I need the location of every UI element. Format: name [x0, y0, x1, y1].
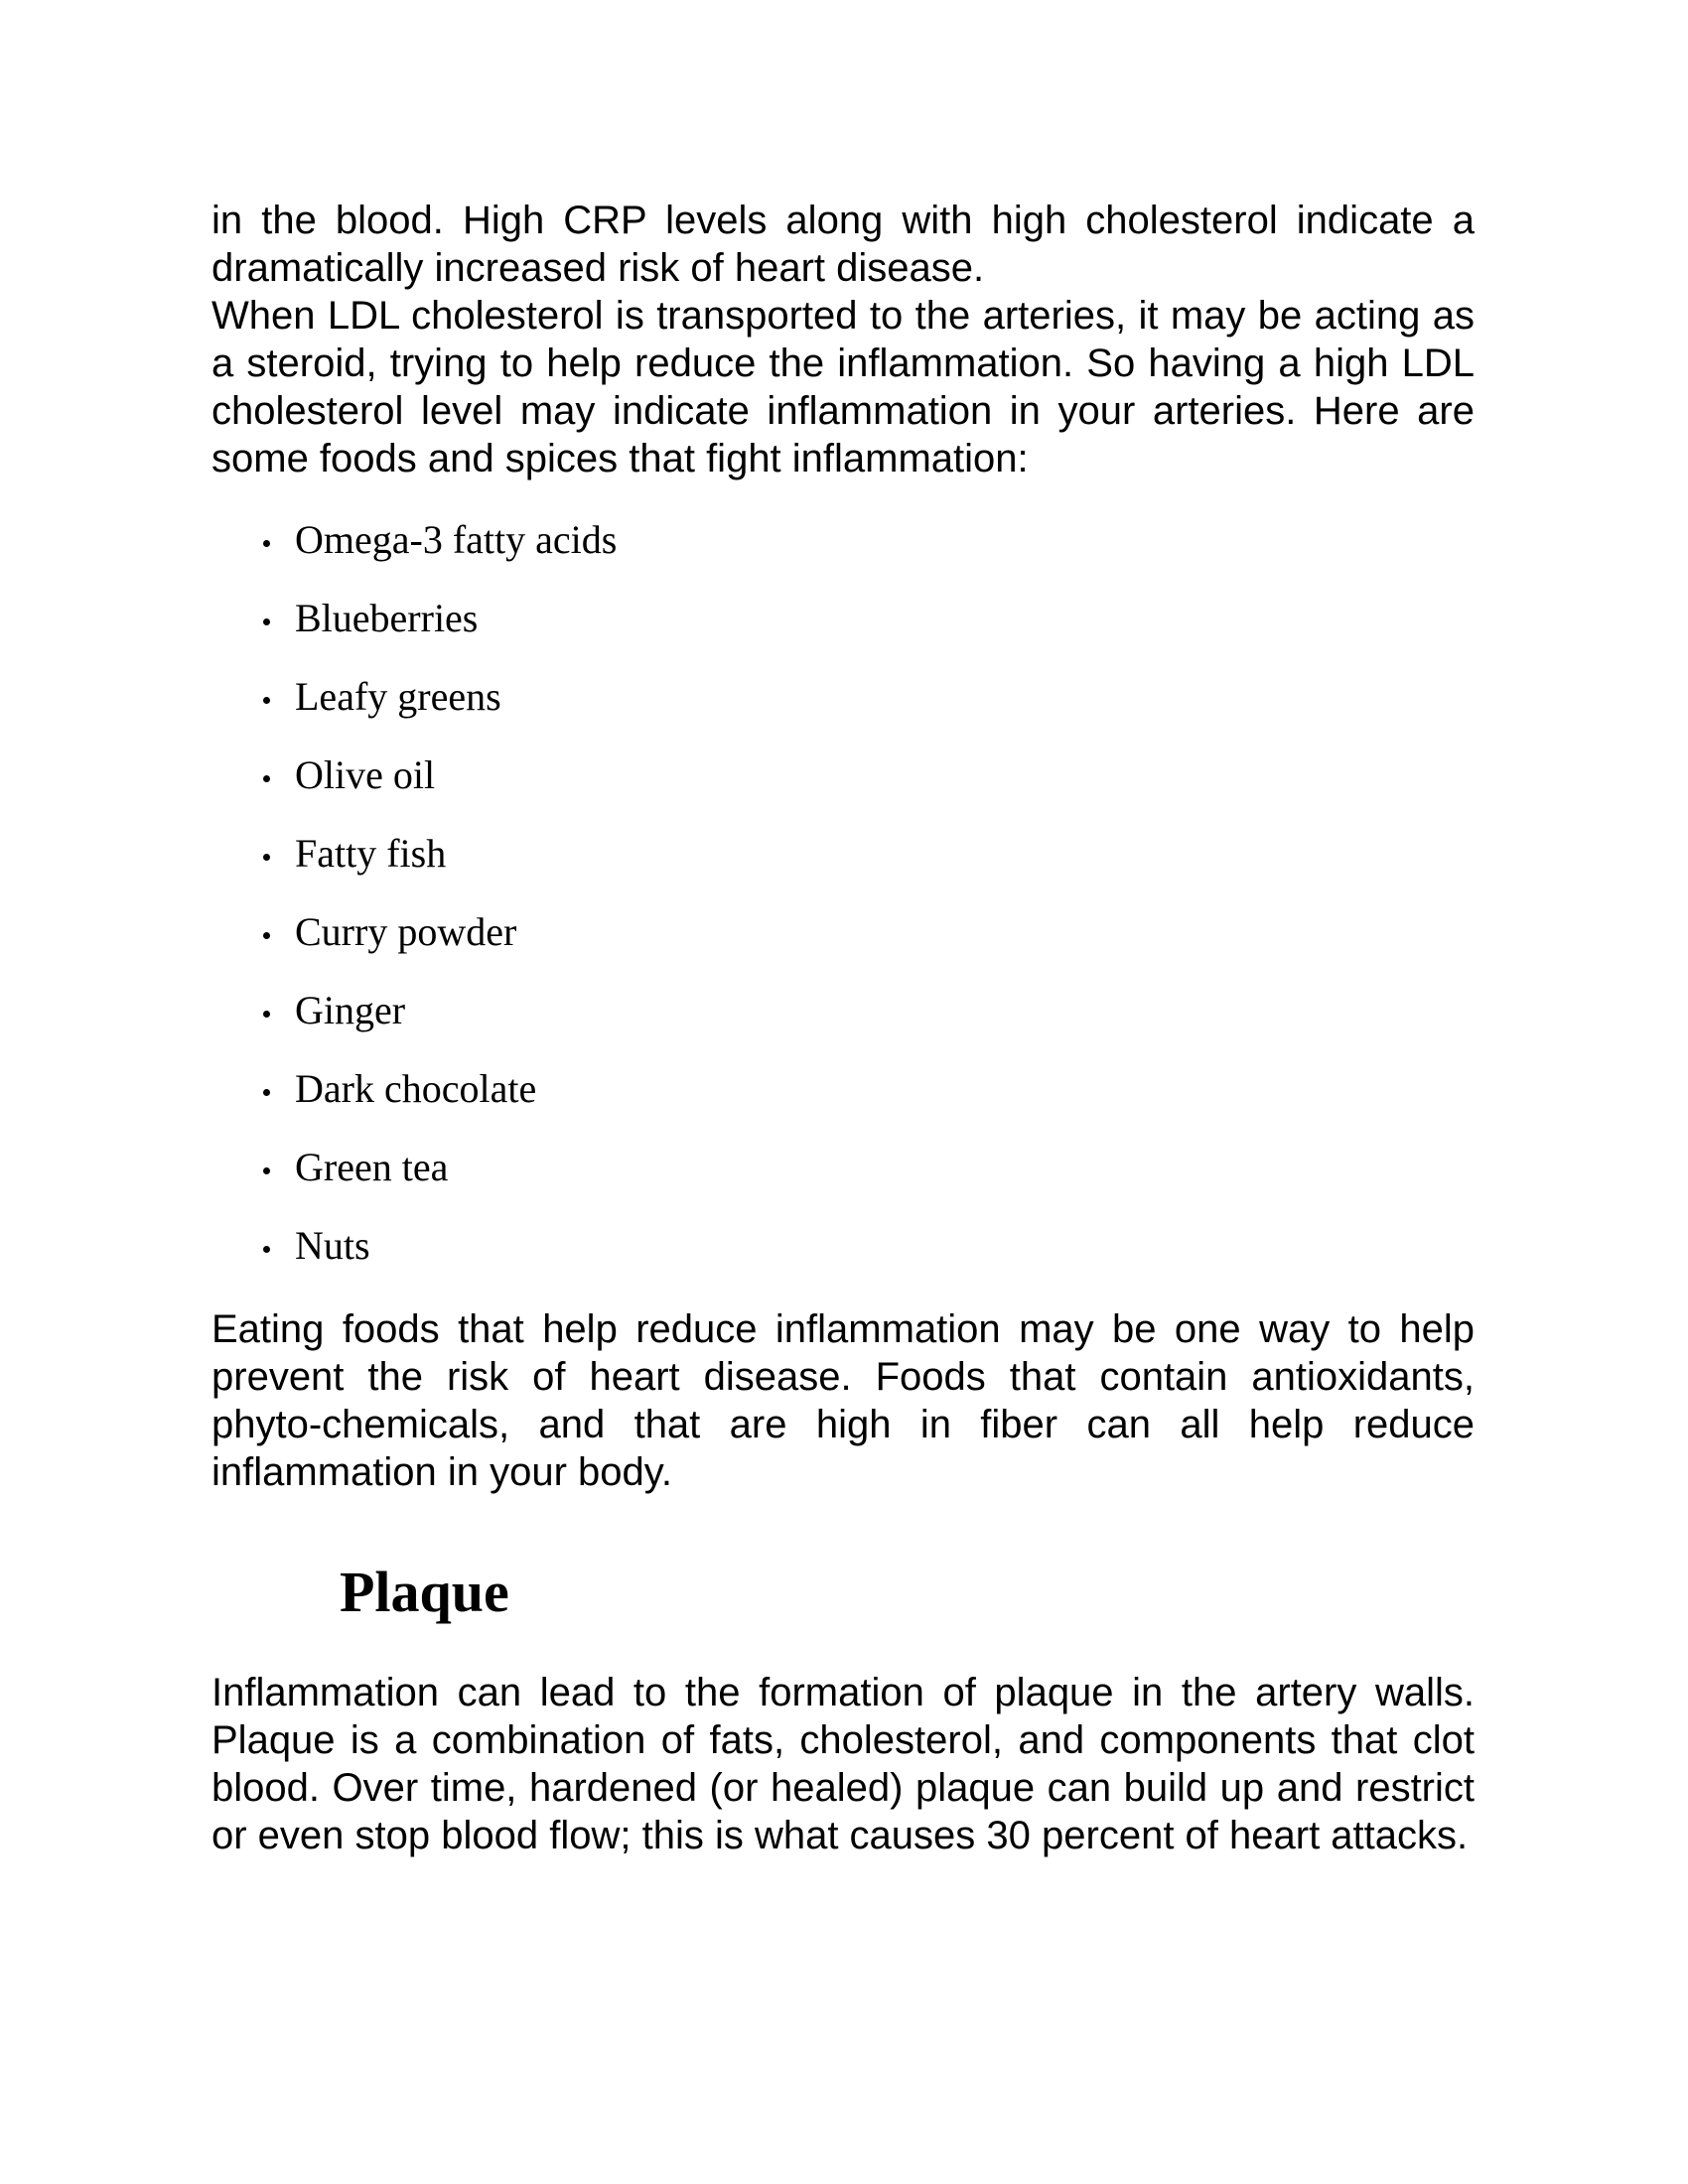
bullet-icon: [263, 697, 270, 704]
list-item-label: Fatty fish: [295, 831, 447, 876]
list-item-label: Nuts: [295, 1223, 370, 1268]
bullet-icon: [263, 618, 270, 625]
list-item-label: Curry powder: [295, 909, 517, 954]
anti-inflammatory-foods-list: [211, 516, 1475, 1270]
paragraph-plaque: Inflammation can lead to the formation of plaque in the artery walls. Plaque is a combination of fats, cholesterol, and components that clot blood. Over time, hardened (or healed) plaque can build up and restrict or even stop blood flow; this is what causes 30 percent of heart attacks.: [211, 1671, 1475, 1857]
section-heading-plaque: Plaque: [340, 1560, 509, 1624]
list-item: [263, 908, 1475, 956]
list-item-label: Ginger: [295, 988, 406, 1032]
list-item: [263, 1144, 1475, 1191]
bullet-icon: [263, 854, 270, 861]
list-item: [263, 516, 1475, 564]
page-content: [211, 197, 1475, 1859]
paragraph-ldl: When LDL cholesterol is transported to the arteries, it may be acting as a steroid, trying to help reduce the inflammation. So having a high LDL cholesterol level may indicate inflammation in your arteries. Here are some foods and spices that fight inflammation:: [211, 294, 1475, 480]
bullet-icon: [263, 775, 270, 782]
bullet-icon: [263, 1246, 270, 1253]
list-item: [263, 1065, 1475, 1113]
list-item-label: Dark chocolate: [295, 1066, 537, 1111]
list-item: [263, 595, 1475, 642]
list-item: [263, 987, 1475, 1034]
bullet-icon: [263, 1089, 270, 1096]
bullet-icon: [263, 1011, 270, 1018]
list-item: [263, 751, 1475, 799]
bullet-icon: [263, 932, 270, 939]
list-item-label: Olive oil: [295, 752, 436, 797]
bullet-icon: [263, 540, 270, 547]
bullet-icon: [263, 1167, 270, 1174]
list-item-label: Blueberries: [295, 596, 479, 640]
list-item-label: Green tea: [295, 1145, 449, 1189]
list-item: [263, 1222, 1475, 1270]
list-item-label: Leafy greens: [295, 674, 501, 719]
paragraph-eating: Eating foods that help reduce inflammation may be one way to help prevent the risk of heart disease. Foods that contain antioxidants, phyto-chemicals, and that are high in fiber can all help reduce inflammation in your body.: [211, 1307, 1475, 1494]
list-item: [263, 830, 1475, 878]
list-item: [263, 673, 1475, 721]
list-item-label: Omega-3 fatty acids: [295, 517, 618, 562]
paragraph-intro: in the blood. High CRP levels along with high cholesterol indicate a dramatically increased risk of heart disease.: [211, 199, 1475, 290]
